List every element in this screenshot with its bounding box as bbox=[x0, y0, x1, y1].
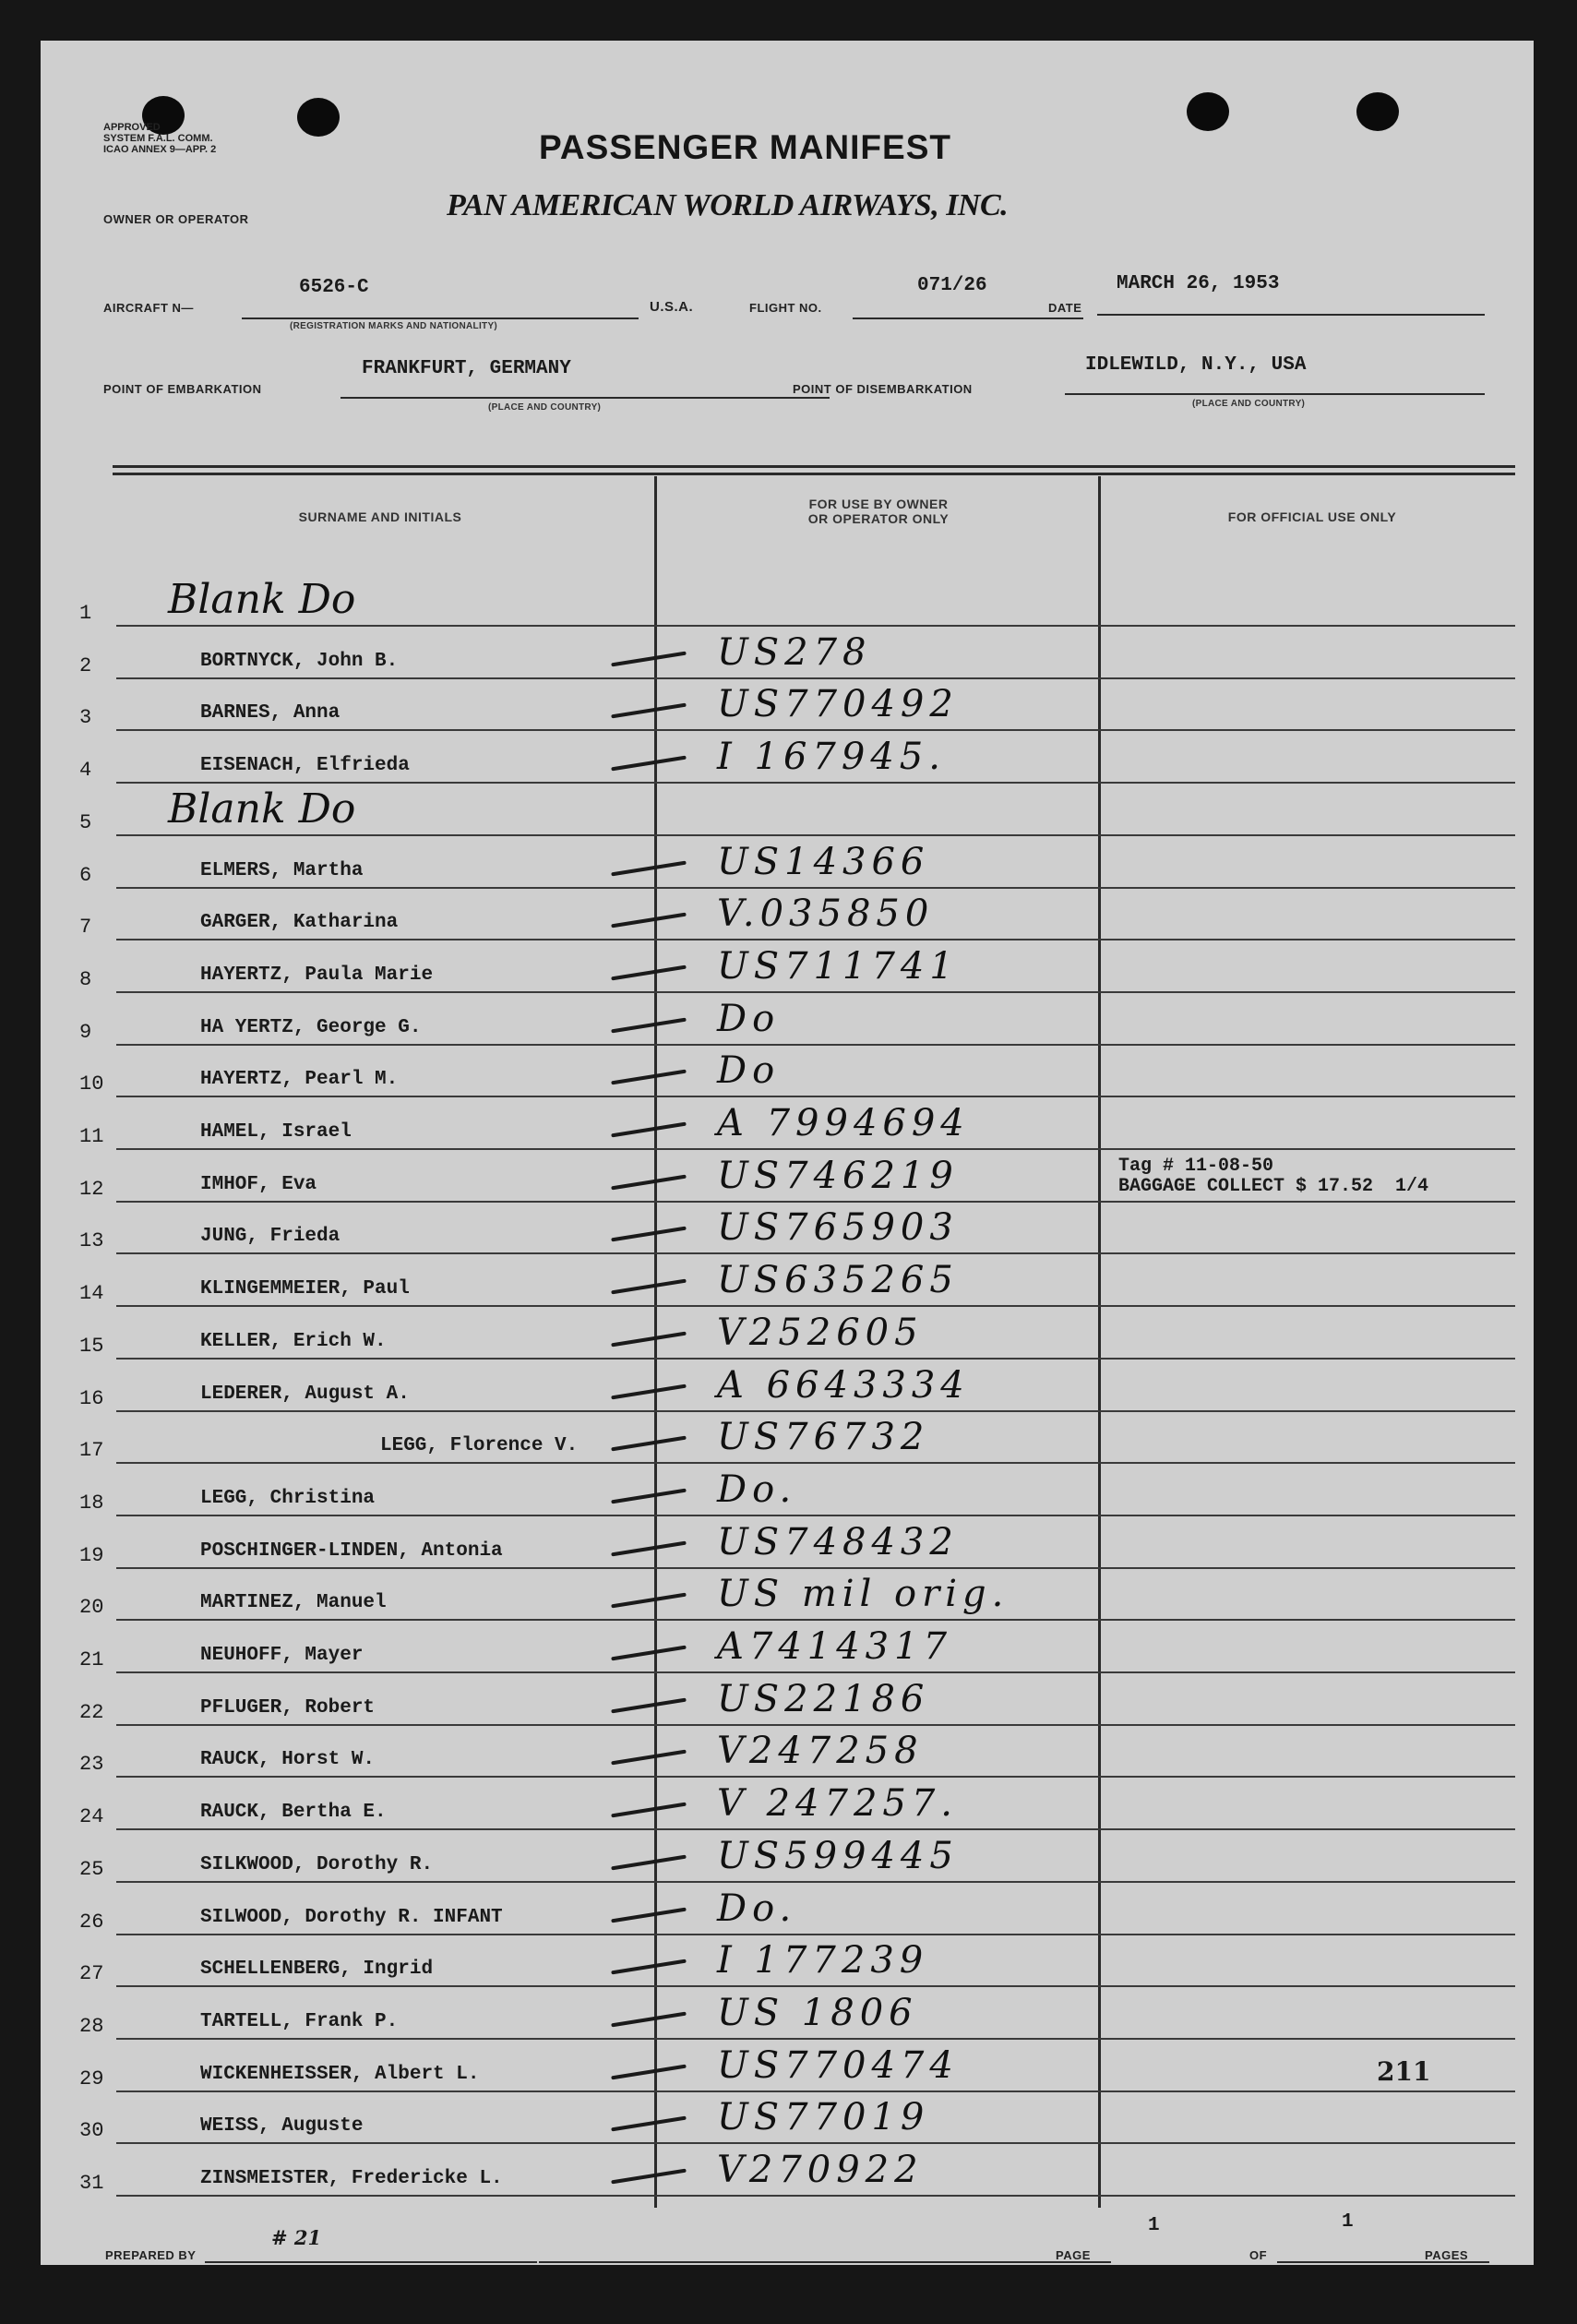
passenger-row bbox=[76, 627, 1515, 679]
pages-label: PAGES bbox=[1425, 2248, 1469, 2262]
row-number: 10 bbox=[79, 1072, 104, 1096]
passenger-name: ELMERS, Martha bbox=[200, 859, 364, 881]
disembarkation-underline bbox=[1065, 393, 1485, 395]
document-number: I 177239 bbox=[717, 1939, 929, 1983]
tick-mark bbox=[611, 1489, 687, 1504]
date-label: DATE bbox=[1048, 301, 1082, 315]
document-number: US635265 bbox=[717, 1259, 959, 1302]
passenger-name: PFLUGER, Robert bbox=[200, 1696, 376, 1719]
usa-label: U.S.A. bbox=[650, 299, 694, 315]
tick-mark bbox=[611, 2169, 687, 2185]
approval-note: APPROVED SYSTEM F.A.L. COMM. ICAO ANNEX 9—APP. 2 bbox=[103, 122, 217, 155]
passenger-row bbox=[76, 1045, 1515, 1097]
page-label: PAGE bbox=[1056, 2248, 1091, 2262]
passenger-name: TARTELL, Frank P. bbox=[200, 2010, 399, 2032]
document-number: Do bbox=[717, 997, 781, 1040]
tick-mark bbox=[611, 1227, 687, 1242]
date-value: MARCH 26, 1953 bbox=[1117, 273, 1280, 294]
owner-operator-label: OWNER OR OPERATOR bbox=[103, 212, 249, 226]
table-top-rule bbox=[113, 465, 1515, 468]
document-number: US76732 bbox=[717, 1416, 930, 1459]
tick-mark bbox=[611, 1070, 687, 1085]
passenger-name: HAYERTZ, Paula Marie bbox=[200, 964, 434, 986]
document-number: US mil orig. bbox=[717, 1573, 1010, 1616]
passenger-row bbox=[76, 1883, 1515, 1935]
tick-mark bbox=[611, 860, 687, 876]
document-number: US748432 bbox=[717, 1520, 959, 1563]
passenger-name: LEGG, Christina bbox=[200, 1487, 376, 1509]
embarkation-underline bbox=[340, 397, 830, 399]
document-number: Do bbox=[717, 1049, 781, 1093]
passenger-name: SILKWOOD, Dorothy R. bbox=[200, 1853, 434, 1875]
passenger-name: HAMEL, Israel bbox=[200, 1121, 352, 1143]
form-title: PASSENGER MANIFEST bbox=[539, 128, 951, 166]
tick-mark bbox=[611, 1697, 687, 1713]
passenger-row bbox=[76, 731, 1515, 784]
passenger-name: EISENACH, Elfrieda bbox=[200, 755, 410, 777]
row-number: 16 bbox=[79, 1386, 104, 1410]
row-number: 7 bbox=[79, 916, 92, 940]
document-number: US770492 bbox=[717, 683, 959, 726]
passenger-row bbox=[76, 2144, 1515, 2197]
tick-mark bbox=[611, 913, 687, 928]
passenger-name: RAUCK, Horst W. bbox=[200, 1749, 376, 1771]
row-number: 13 bbox=[79, 1229, 104, 1253]
passenger-name: BARNES, Anna bbox=[200, 702, 340, 725]
passenger-name: POSCHINGER-LINDEN, Antonia bbox=[200, 1539, 503, 1562]
tick-mark bbox=[611, 2012, 687, 2028]
passenger-row bbox=[76, 1987, 1515, 2040]
handwritten-blank-note: Blank Do bbox=[168, 576, 356, 623]
passenger-row bbox=[76, 1411, 1515, 1464]
tick-mark bbox=[611, 1174, 687, 1190]
passenger-row bbox=[76, 1464, 1515, 1516]
passenger-row bbox=[76, 1725, 1515, 1778]
row-number: 11 bbox=[79, 1125, 104, 1148]
disembarkation-value: IDLEWILD, N.Y., USA bbox=[1085, 354, 1307, 376]
tick-mark bbox=[611, 1907, 687, 1923]
handwritten-blank-note: Blank Do bbox=[168, 785, 356, 833]
document-number: US22186 bbox=[717, 1677, 930, 1720]
document-number: A7414317 bbox=[717, 1625, 953, 1668]
footer-underline bbox=[539, 2261, 1111, 2263]
passenger-row bbox=[76, 1673, 1515, 1726]
passenger-row bbox=[76, 888, 1515, 940]
passenger-name: NEUHOFF, Mayer bbox=[200, 1645, 364, 1666]
embarkation-caption: (PLACE AND COUNTRY) bbox=[488, 402, 602, 413]
document-number: US14366 bbox=[717, 840, 930, 883]
row-number: 1 bbox=[79, 602, 92, 625]
punch-hole bbox=[1187, 92, 1229, 131]
owner-column-header: FOR USE BY OWNER OR OPERATOR ONLY bbox=[807, 497, 950, 526]
tick-mark bbox=[611, 1803, 687, 1818]
official-column-header: FOR OFFICIAL USE ONLY bbox=[1227, 509, 1397, 524]
registration-caption: (REGISTRATION MARKS AND NATIONALITY) bbox=[290, 321, 498, 331]
passenger-name: HAYERTZ, Pearl M. bbox=[200, 1069, 399, 1091]
passenger-row bbox=[76, 2040, 1515, 2092]
document-number: US765903 bbox=[717, 1206, 959, 1250]
prepared-by-underline bbox=[205, 2261, 537, 2263]
tick-mark bbox=[611, 965, 687, 981]
passenger-name: SCHELLENBERG, Ingrid bbox=[200, 1959, 434, 1981]
passenger-row bbox=[76, 1830, 1515, 1883]
passenger-row bbox=[76, 1935, 1515, 1987]
passenger-row bbox=[76, 1150, 1515, 1203]
passenger-row bbox=[76, 836, 1515, 889]
passenger-name: LEDERER, August A. bbox=[200, 1383, 410, 1405]
passenger-name: RAUCK, Bertha E. bbox=[200, 1802, 387, 1824]
document-number: A 6643334 bbox=[717, 1363, 970, 1407]
row-number: 29 bbox=[79, 2066, 104, 2090]
passenger-row bbox=[76, 1568, 1515, 1621]
passenger-name: JUNG, Frieda bbox=[200, 1226, 340, 1248]
tick-mark bbox=[611, 1750, 687, 1766]
row-number: 6 bbox=[79, 863, 92, 887]
row-number: 27 bbox=[79, 1962, 104, 1986]
flight-value: 071/26 bbox=[917, 275, 987, 296]
prepared-by-value: # 21 bbox=[271, 2226, 322, 2249]
passenger-row bbox=[76, 1254, 1515, 1307]
row-number: 25 bbox=[79, 1857, 104, 1881]
row-number: 14 bbox=[79, 1282, 104, 1306]
passenger-name: BORTNYCK, John B. bbox=[200, 650, 399, 672]
document-number: Do. bbox=[717, 1467, 797, 1511]
official-note: Tag # 11-08-50 BAGGAGE COLLECT $ 17.52 1/4 bbox=[1118, 1155, 1429, 1197]
document-number: US599445 bbox=[717, 1834, 959, 1877]
document-number: V.035850 bbox=[717, 892, 935, 936]
row-number: 4 bbox=[79, 759, 92, 783]
document-number: Do. bbox=[717, 1887, 797, 1930]
flight-underline bbox=[853, 317, 1083, 319]
tick-mark bbox=[611, 1540, 687, 1556]
document-number: US746219 bbox=[717, 1154, 959, 1197]
row-number: 9 bbox=[79, 1020, 92, 1044]
row-number: 23 bbox=[79, 1753, 104, 1777]
punch-hole bbox=[297, 98, 340, 137]
document-number: V270922 bbox=[717, 2149, 924, 2191]
document-number: V252605 bbox=[717, 1311, 924, 1354]
passenger-row bbox=[76, 1621, 1515, 1673]
tick-mark bbox=[611, 1646, 687, 1661]
tick-mark bbox=[611, 1122, 687, 1138]
passenger-row bbox=[76, 1778, 1515, 1830]
tick-mark bbox=[611, 1331, 687, 1347]
row-rule bbox=[116, 2195, 1515, 2197]
table-top-rule bbox=[113, 473, 1515, 475]
tick-mark bbox=[611, 1384, 687, 1399]
tick-mark bbox=[611, 1279, 687, 1295]
document-number: US711741 bbox=[717, 944, 959, 988]
of-label: OF bbox=[1249, 2248, 1268, 2262]
tick-mark bbox=[611, 1854, 687, 1870]
row-number: 17 bbox=[79, 1439, 104, 1463]
document-number: A 7994694 bbox=[717, 1102, 970, 1144]
passenger-row bbox=[76, 1202, 1515, 1254]
passenger-row bbox=[76, 940, 1515, 993]
document-number: I 167945. bbox=[717, 736, 946, 779]
date-underline bbox=[1097, 314, 1485, 316]
document-number: US770474 bbox=[717, 2043, 959, 2087]
row-number: 8 bbox=[79, 967, 92, 991]
tick-mark bbox=[611, 1436, 687, 1452]
passenger-row bbox=[76, 574, 1515, 627]
tick-mark bbox=[611, 756, 687, 772]
row-number: 28 bbox=[79, 2014, 104, 2038]
row-number: 30 bbox=[79, 2119, 104, 2143]
aircraft-value: 6526-C bbox=[299, 277, 369, 298]
passenger-name: LEGG, Florence V. bbox=[380, 1435, 579, 1457]
row-number: 2 bbox=[79, 653, 92, 677]
passenger-row bbox=[76, 784, 1515, 836]
disembarkation-label: POINT OF DISEMBARKATION bbox=[793, 382, 973, 396]
passenger-row bbox=[76, 1097, 1515, 1150]
pages-total-value: 1 bbox=[1342, 2211, 1354, 2233]
disembarkation-caption: (PLACE AND COUNTRY) bbox=[1192, 399, 1306, 409]
row-number: 18 bbox=[79, 1491, 104, 1515]
aircraft-label: AIRCRAFT N— bbox=[103, 301, 194, 315]
punch-hole bbox=[1356, 92, 1399, 131]
row-number: 15 bbox=[79, 1334, 104, 1358]
row-number: 3 bbox=[79, 706, 92, 730]
passenger-name: WEISS, Auguste bbox=[200, 2115, 364, 2138]
passenger-name: KELLER, Erich W. bbox=[200, 1330, 387, 1352]
tick-mark bbox=[611, 2064, 687, 2079]
passenger-row bbox=[76, 1360, 1515, 1412]
embarkation-label: POINT OF EMBARKATION bbox=[103, 382, 262, 396]
tick-mark bbox=[611, 1593, 687, 1609]
row-number: 31 bbox=[79, 2172, 104, 2195]
passenger-name: MARTINEZ, Manuel bbox=[200, 1592, 387, 1614]
passenger-row bbox=[76, 2091, 1515, 2144]
passenger-table bbox=[76, 465, 1515, 2208]
passenger-row bbox=[76, 1516, 1515, 1569]
row-number: 19 bbox=[79, 1543, 104, 1567]
tick-mark bbox=[611, 1959, 687, 1975]
row-number: 20 bbox=[79, 1596, 104, 1620]
tick-mark bbox=[611, 1017, 687, 1033]
document-number: US77019 bbox=[717, 2096, 930, 2139]
document-number: US278 bbox=[717, 630, 872, 674]
tick-mark bbox=[611, 2116, 687, 2132]
aircraft-underline bbox=[242, 317, 639, 319]
document-number: V247258 bbox=[717, 1730, 924, 1773]
row-number: 12 bbox=[79, 1177, 104, 1201]
flight-label: FLIGHT NO. bbox=[749, 301, 822, 315]
official-note: 211 bbox=[1377, 2055, 1431, 2087]
document-number: US 1806 bbox=[717, 1991, 918, 2034]
tick-mark bbox=[611, 651, 687, 666]
passenger-name: GARGER, Katharina bbox=[200, 912, 399, 934]
passenger-name: WICKENHEISSER, Albert L. bbox=[200, 2063, 480, 2085]
passenger-row bbox=[76, 1307, 1515, 1360]
passenger-row bbox=[76, 993, 1515, 1046]
row-number: 24 bbox=[79, 1805, 104, 1829]
row-number: 26 bbox=[79, 1910, 104, 1934]
passenger-name: HA YERTZ, George G. bbox=[200, 1016, 422, 1038]
prepared-by-label: PREPARED BY bbox=[105, 2248, 197, 2262]
row-number: 5 bbox=[79, 810, 92, 834]
row-number: 21 bbox=[79, 1648, 104, 1671]
passenger-name: KLINGEMMEIER, Paul bbox=[200, 1278, 410, 1300]
page-value: 1 bbox=[1148, 2215, 1160, 2236]
surname-column-header: SURNAME AND INITIALS bbox=[298, 509, 462, 524]
passenger-name: ZINSMEISTER, Fredericke L. bbox=[200, 2168, 503, 2189]
company-name: PAN AMERICAN WORLD AIRWAYS, INC. bbox=[447, 188, 1009, 222]
document-number: V 247257. bbox=[717, 1782, 959, 1826]
passenger-row bbox=[76, 678, 1515, 731]
embarkation-value: FRANKFURT, GERMANY bbox=[362, 358, 571, 379]
passenger-name: SILWOOD, Dorothy R. INFANT bbox=[200, 1906, 503, 1928]
manifest-sheet bbox=[41, 41, 1534, 2265]
tick-mark bbox=[611, 703, 687, 719]
passenger-name: IMHOF, Eva bbox=[200, 1173, 317, 1195]
row-number: 22 bbox=[79, 1700, 104, 1724]
